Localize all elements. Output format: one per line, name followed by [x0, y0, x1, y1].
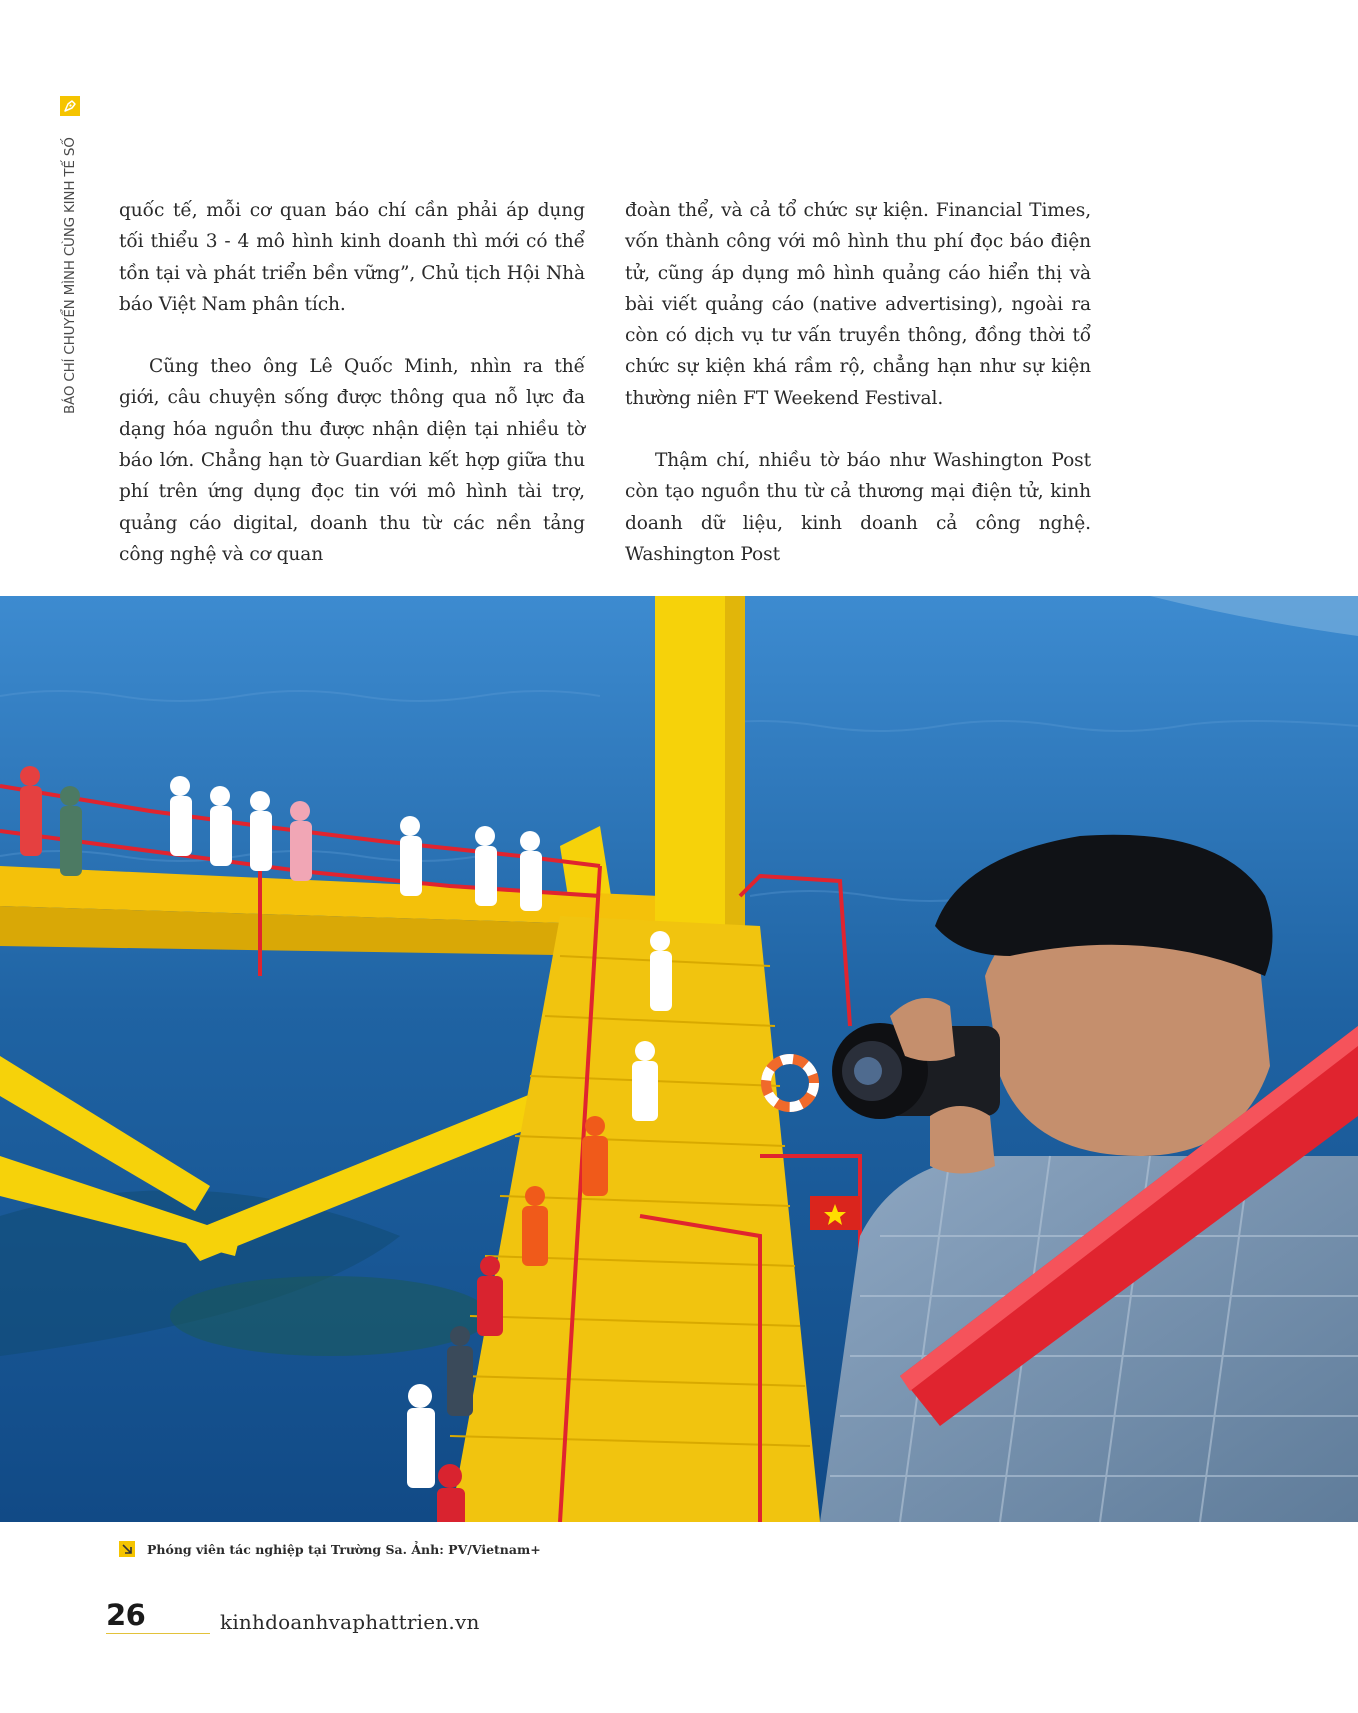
paragraph: Thậm chí, nhiều tờ báo như Washington Post còn tạo nguồn thu từ cả thương mại điện tử, kinh doanh dữ liệu, kinh doanh cả công nghệ. Washington Post	[625, 450, 1091, 565]
footer-website: kinhdoanhvaphattrien.vn	[220, 1610, 480, 1634]
article-photo	[0, 596, 1358, 1522]
arrow-down-right-icon	[119, 1541, 135, 1557]
page-number: 26	[106, 1598, 146, 1632]
paragraph: đoàn thể, và cả tổ chức sự kiện. Financial Times, vốn thành công với mô hình thu phí đọc báo điện tử, cũng áp dụng mô hình quảng cáo hiển thị và bài viết quảng cáo (native advertising), ngoài ra còn có dịch vụ tư vấn truyền thông, đồng thời tổ chức sự kiện khá rầm rộ, chẳng hạn như sự kiện thường niên FT Weekend Festival.	[625, 200, 1091, 409]
article-column-left	[119, 195, 585, 570]
pen-nib-icon	[60, 96, 80, 116]
paragraph: quốc tế, mỗi cơ quan báo chí cần phải áp dụng tối thiểu 3 - 4 mô hình kinh doanh thì mới có thể tồn tại và phát triển bền vững”, Chủ tịch Hội Nhà báo Việt Nam phân tích.	[119, 200, 585, 315]
footer-rule	[106, 1633, 210, 1634]
caption-text: Phóng viên tác nghiệp tại Trường Sa. Ảnh: PV/Vietnam+	[147, 1541, 541, 1557]
paragraph: Cũng theo ông Lê Quốc Minh, nhìn ra thế giới, câu chuyện sống được thông qua nỗ lực đa dạng hóa nguồn thu được nhận diện tại nhiều tờ báo lớn. Chẳng hạn tờ Guardian kết hợp giữa thu phí trên ứng dụng đọc tin với mô hình tài trợ, quảng cáo digital, doanh thu từ các nền tảng công nghệ và cơ quan	[119, 356, 585, 565]
article-column-right	[625, 195, 1091, 570]
running-header-title: BÁO CHÍ CHUYỂN MÌNH CÙNG KINH TẾ SỐ	[62, 137, 78, 414]
photo-caption	[119, 1541, 541, 1557]
